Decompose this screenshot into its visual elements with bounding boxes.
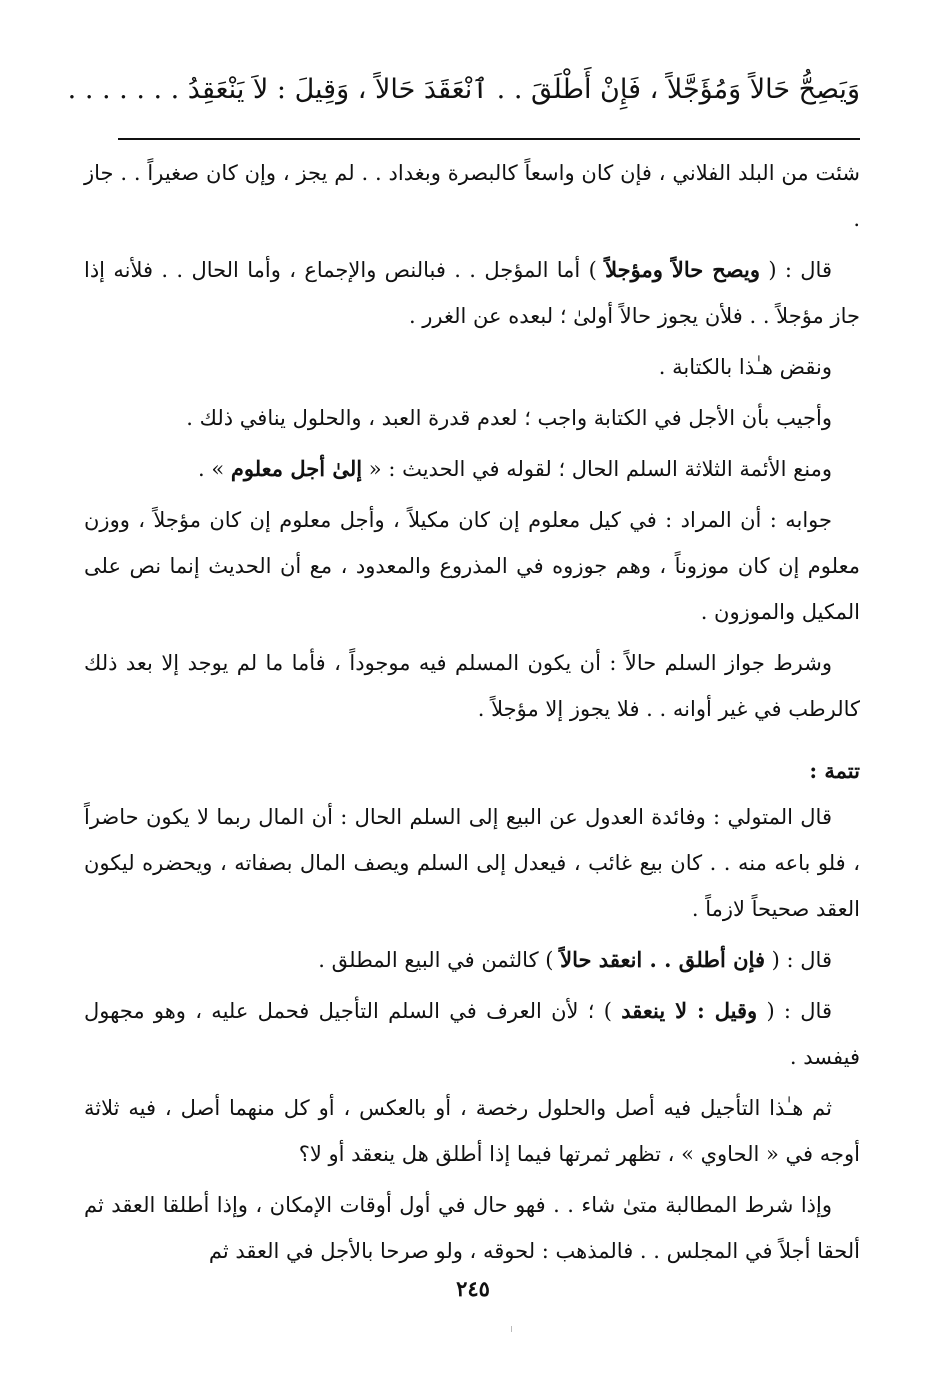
paragraph-3: ونقض هـٰذا بالكتابة .	[658, 355, 832, 379]
paragraph-9	[84, 937, 860, 983]
paragraph-9-quote: فإن أطلق . . انعقد حالاً	[560, 947, 765, 972]
paragraph-10-quote: وقيل : لا ينعقد	[621, 998, 758, 1023]
paragraph-5-rest: » .	[197, 457, 231, 481]
matn-header: وَيَصِحُّ حَالاً وَمُؤَجَّلاً ، فَإِنْ أَطْلَقَ . . ٱنْعَقَدَ حَالاً ، وَقِيلَ : لاَ يَنْعَقِدُ . . . . . . .	[67, 74, 860, 105]
paragraph-4: وأجيب بأن الأجل في الكتابة واجب ؛ لعدم قدرة العبد ، والحلول ينافي ذلك .	[186, 406, 832, 430]
scan-mark	[511, 1326, 512, 1332]
paragraph-2	[84, 247, 860, 339]
paragraph-10-prefix: قال : (	[757, 999, 832, 1023]
paragraph-2-prefix: قال : (	[759, 258, 832, 282]
page-number: ٢٤٥	[456, 1276, 490, 1301]
section-heading: تتمة :	[809, 758, 860, 783]
paragraph-2-rest: ) أما المؤجل . . فبالنص والإجماع ، وأما الحال . . فلأنه إذا جاز مؤجلاً . . فلأن يجوز حالاً أولىٰ ؛ لبعده عن الغرر .	[84, 258, 860, 328]
paragraph-11: ثم هـٰذا التأجيل فيه أصل والحلول رخصة ، أو بالعكس ، أو كل منهما أصل ، فيه ثلاثة أوجه في « الحاوي » ، تظهر ثمرتها فيما إذا أطلق هل ينعقد أو لا؟	[84, 1096, 860, 1166]
paragraph-6: جوابه : أن المراد : في كيل معلوم إن كان مكيلاً ، وأجل معلوم إن كان مؤجلاً ، ووزن معلوم إن كان موزوناً ، وهم جوزوه في المذروع والمعدود ، مع أن الحديث إنما نص على المكيل والموزون .	[84, 508, 860, 624]
paragraph-5-prefix: ومنع الأئمة الثلاثة السلم الحال ؛ لقوله في الحديث : «	[362, 457, 832, 481]
paragraph-10-rest: ) ؛ لأن العرف في السلم التأجيل فحمل عليه ، وهو مجهول فيفسد .	[84, 999, 860, 1069]
paragraph-10	[84, 988, 860, 1080]
paragraph-9-rest: ) كالثمن في البيع المطلق .	[318, 948, 561, 972]
paragraph-5-quote: إلىٰ أجل معلوم	[230, 456, 363, 481]
paragraph-2-quote: ويصح حالاً ومؤجلاً	[605, 257, 760, 282]
paragraph-5	[84, 446, 860, 492]
paragraph-7: وشرط جواز السلم حالاً : أن يكون المسلم فيه موجوداً ، فأما ما لم يوجد إلا بعد ذلك كالرطب في غير أوانه . . فلا يجوز إلا مؤجلاً .	[84, 651, 860, 721]
paragraph-1: شئت من البلد الفلاني ، فإن كان واسعاً كالبصرة وبغداد . . لم يجز ، وإن كان صغيراً . . جاز .	[84, 161, 860, 231]
paragraph-12: وإذا شرط المطالبة متىٰ شاء . . فهو حال في أول أوقات الإمكان ، وإذا أطلقا العقد ثم ألحقا أجلاً في المجلس . . فالمذهب : لحوقه ، ولو صرحا بالأجل في العقد ثم	[84, 1193, 860, 1263]
paragraph-8: قال المتولي : وفائدة العدول عن البيع إلى السلم الحال : أن المال ربما لا يكون حاضراً ، فلو باعه منه . . كان بيع غائب ، فيعدل إلى السلم ويصف المال بصفاته ، ويحضره ليكون العقد صحيحاً لازماً .	[84, 805, 860, 921]
paragraph-9-prefix: قال : (	[765, 948, 832, 972]
commentary-body	[84, 150, 860, 1279]
header-divider	[118, 138, 860, 140]
